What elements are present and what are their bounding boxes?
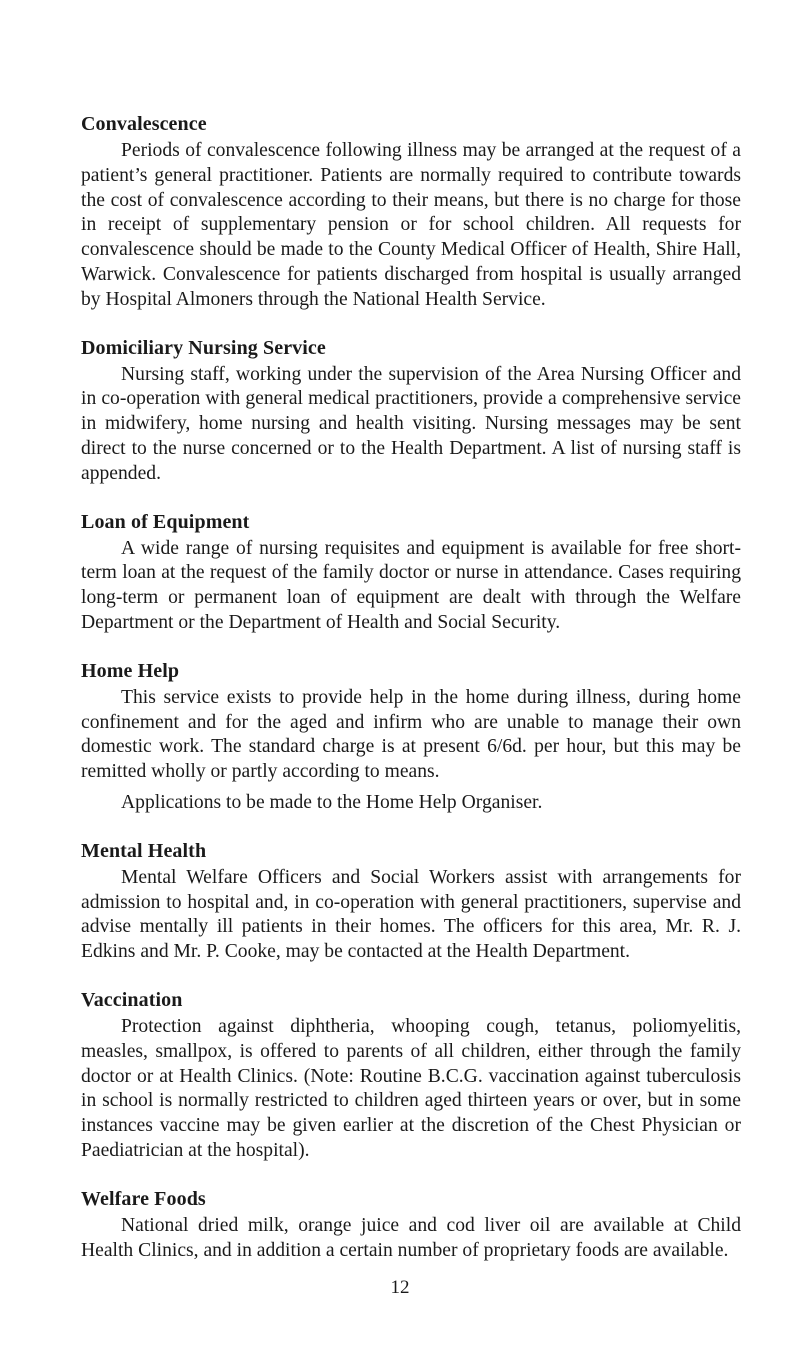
section-heading: Mental Health: [81, 839, 207, 862]
section-heading: Domiciliary Nursing Service: [81, 336, 326, 359]
section-welfare-foods: [81, 1187, 741, 1264]
page-number: 12: [390, 1277, 410, 1298]
section-heading: Convalescence: [81, 113, 207, 135]
section-mental-health: [81, 839, 741, 965]
section-home-help: [81, 659, 741, 816]
section-paragraph: Protection against diphtheria, whooping cough, tetanus, poliomyelitis, measles, smallpox, is offered to parents of all children, either through the family doctor or at Health Clinics. (Note: Routine B.C.G. vaccination against tuberculosis in school is normally restricted to children aged thirteen years or over, but in some instances vaccine may be given earlier at the discretion of the Chest Physician or Paediatrician at the hospital).: [81, 1015, 741, 1161]
section-domiciliary-nursing-service: [81, 336, 741, 487]
section-heading: Vaccination: [81, 988, 183, 1011]
section-paragraph: Mental Welfare Officers and Social Workers assist with arrangements for admission to hospital and, in co-operation with general practitioners, supervise and advise mentally ill patients in their homes. The officers for this area, Mr. R. J. Edkins and Mr. P. Cooke, may be contacted at the Health Department.: [81, 866, 741, 963]
section-heading: Home Help: [81, 659, 180, 682]
section-paragraph: National dried milk, orange juice and cod liver oil are available at Child Health Clinics, and in addition a certain number of proprietary foods are available.: [81, 1214, 741, 1261]
document-page: [81, 112, 741, 1286]
section-paragraph: A wide range of nursing requisites and equipment is available for free short-term loan at the request of the family doctor or nurse in attendance. Cases requiring long-term or permanent loan of equipment are dealt with through the Welfare Department or the Department of Health and Social Security.: [81, 537, 741, 633]
section-heading: Welfare Foods: [81, 1187, 206, 1210]
section-paragraph: Applications to be made to the Home Help Organiser.: [121, 791, 543, 813]
section-loan-of-equipment: [81, 510, 741, 636]
section-vaccination: [81, 988, 741, 1164]
section-paragraph: Periods of convalescence following illness may be arranged at the request of a patient’s general practitioner. Patients are normally required to contribute towards the cost of convalescence according to their means, but there is no charge for those in receipt of supplementary pension or for school children. All requests for convalescence should be made to the County Medical Officer of Health, Shire Hall, Warwick. Convalescence for patients discharged from hospital is usually arranged by Hospital Almoners through the National Health Service.: [81, 140, 741, 310]
section-paragraph: Nursing staff, working under the supervision of the Area Nursing Officer and in co-operation with general medical practitioners, provide a comprehensive service in midwifery, home nursing and health visiting. Nursing messages may be sent direct to the nurse concerned or to the Health Department. A list of nursing staff is appended.: [81, 363, 741, 484]
section-heading: Loan of Equipment: [81, 510, 250, 533]
section-paragraph: This service exists to provide help in the home during illness, during home confinement and for the aged and infirm who are unable to manage their own domestic work. The standard charge is at present 6/6d. per hour, but this may be remitted wholly or partly according to means.: [81, 686, 741, 783]
section-convalescence: [81, 112, 741, 313]
